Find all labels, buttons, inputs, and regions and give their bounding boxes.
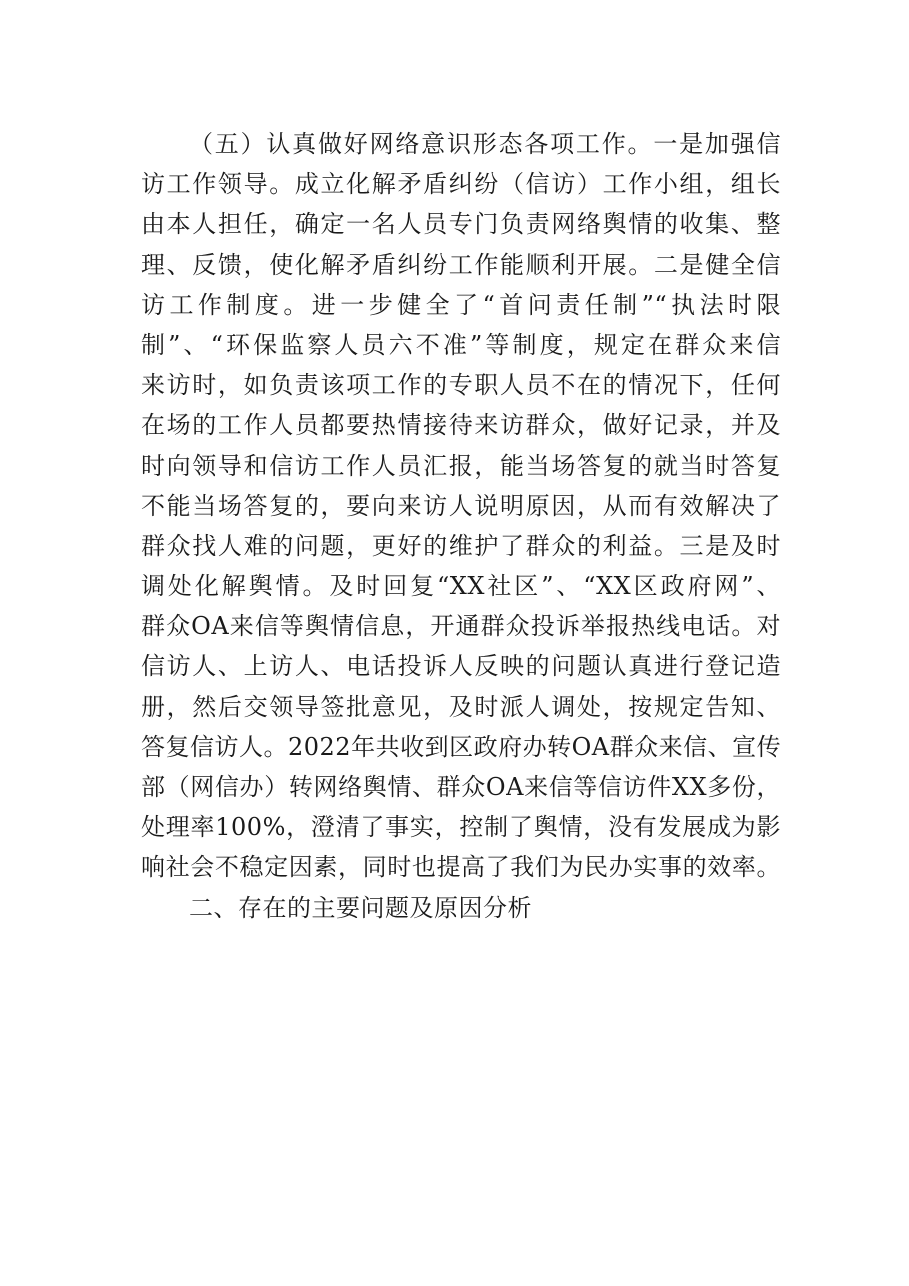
paragraph-line: 部（网信办）转网络舆情、群众OA来信等信访件XX多份， bbox=[141, 773, 781, 801]
body-text bbox=[141, 124, 781, 928]
section-heading: 二、存在的主要问题及原因分析 bbox=[189, 893, 532, 922]
paragraph-line: 册，然后交领导签批意见，及时派人调处，按规定告知、 bbox=[141, 692, 781, 721]
paragraph-line: 调处化解舆情。及时回复“XX社区”、“XX区政府网”、 bbox=[141, 572, 781, 601]
paragraph-line: 不能当场答复的，要向来访人说明原因，从而有效解决了 bbox=[141, 491, 781, 520]
paragraph-line: 来访时，如负责该项工作的专职人员不在的情况下，任何 bbox=[141, 371, 781, 400]
paragraph-line: 访工作领导。成立化解矛盾纠纷（信访）工作小组，组长 bbox=[141, 170, 781, 199]
paragraph-line: 响社会不稳定因素，同时也提高了我们为民办实事的效率。 bbox=[141, 853, 781, 882]
paragraph-line: 处理率100%，澄清了事实，控制了舆情，没有发展成为影 bbox=[141, 813, 781, 842]
paragraph-line: 群众OA来信等舆情信息，开通群众投诉举报热线电话。对 bbox=[141, 612, 781, 641]
paragraph-line: 制”、“环保监察人员六不准”等制度，规定在群众来信 bbox=[141, 330, 781, 359]
paragraph-line: 信访人、上访人、电话投诉人反映的问题认真进行登记造 bbox=[141, 652, 781, 681]
paragraph-line: 理、反馈，使化解矛盾纠纷工作能顺利开展。二是健全信 bbox=[141, 250, 781, 279]
paragraph-line: 由本人担任，确定一名人员专门负责网络舆情的收集、整 bbox=[141, 210, 781, 239]
paragraph-line: （五）认真做好网络意识形态各项工作。一是加强信 bbox=[189, 130, 781, 158]
paragraph-line: 时向领导和信访工作人员汇报，能当场答复的就当时答复 bbox=[141, 451, 781, 480]
paragraph-line: 访工作制度。进一步健全了“首问责任制”“执法时限 bbox=[141, 290, 781, 319]
paragraph-line: 答复信访人。2022年共收到区政府办转OA群众来信、宣传 bbox=[141, 732, 782, 761]
paragraph-line: 群众找人难的问题，更好的维护了群众的利益。三是及时 bbox=[141, 531, 781, 560]
paragraph-line: 在场的工作人员都要热情接待来访群众，做好记录，并及 bbox=[141, 411, 781, 440]
